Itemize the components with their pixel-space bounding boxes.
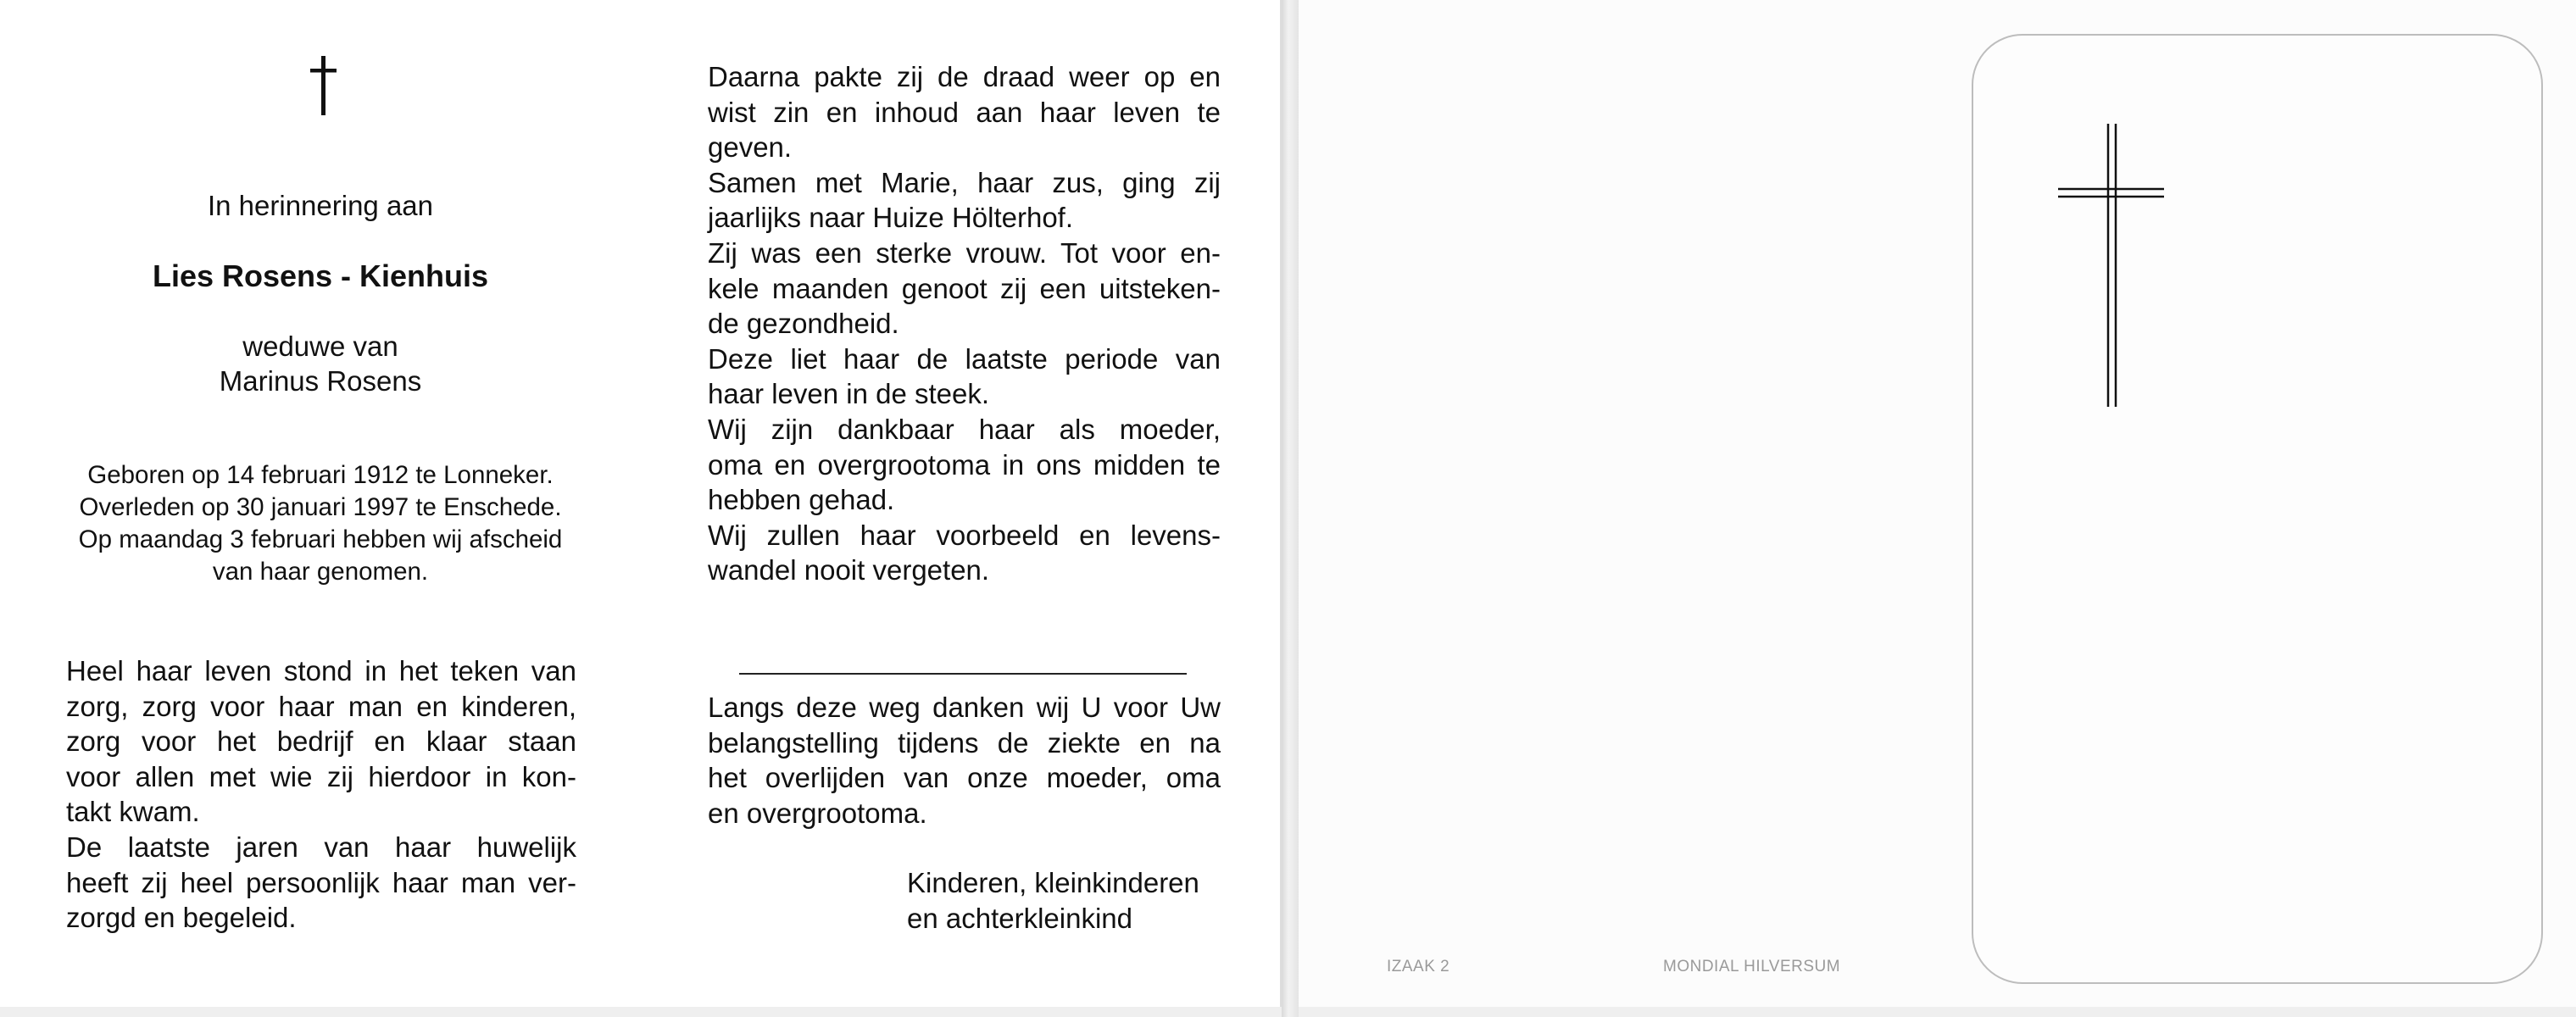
thanks-paragraph <box>708 690 1221 831</box>
text-line: Heel haar leven stond in het teken van <box>66 655 576 686</box>
date-line: Geboren op 14 februari 1912 te Lonneker. <box>87 461 554 489</box>
widow-line-2: Marinus Rosens <box>219 365 422 397</box>
signoff <box>907 865 1246 936</box>
left-paragraph <box>66 653 576 936</box>
text-line: en overgrootoma. <box>708 797 927 829</box>
date-line: van haar genomen. <box>212 558 429 586</box>
text-line: heeft zij heel persoonlijk haar man ver- <box>66 866 576 898</box>
text-line: Samen met Marie, haar zus, ging zij <box>708 166 1221 198</box>
deceased-name: Lies Rosens - Kienhuis <box>152 258 489 293</box>
text-line: hebben gehad. <box>708 484 895 516</box>
double-line-cross-icon <box>2051 124 2170 412</box>
text-line: Langs deze weg danken wij U voor Uw <box>708 692 1221 723</box>
text-line: Deze liet haar de laatste periode van <box>708 342 1221 375</box>
text-line: geven. <box>708 131 793 164</box>
date-line: Overleden op 30 januari 1997 te Enschede. <box>79 493 562 521</box>
date-line: Op maandag 3 februari hebben wij afscheid <box>78 525 563 553</box>
widow-of <box>66 329 575 398</box>
middle-paragraph <box>708 59 1221 588</box>
text-line: wist zin en inhoud aan haar leven te <box>708 96 1221 128</box>
signoff-line-2: en achterkleinkind <box>907 902 1132 934</box>
text-line: De laatste jaren van haar huwelijk <box>66 831 576 863</box>
text-line: voor allen met wie zij hierdoor in kon- <box>66 760 576 792</box>
text-line: Wij zullen haar voorbeeld en levens- <box>708 519 1221 551</box>
dates-block <box>61 459 580 588</box>
text-line: zorg voor het bedrijf en klaar staan <box>66 725 576 758</box>
text-line: jaarlijks naar Huize Hölterhof. <box>708 202 1074 234</box>
text-line: het overlijden van onze moeder, oma <box>708 762 1221 794</box>
text-line: de gezondheid. <box>708 308 899 340</box>
text-line: takt kwam. <box>66 796 200 828</box>
text-line: zorg, zorg voor haar man en kinderen, <box>66 690 576 722</box>
intro-text: In herinnering aan <box>207 190 434 221</box>
printer-name: MONDIAL HILVERSUM <box>1663 958 1841 975</box>
printer-code: IZAAK 2 <box>1387 958 1450 975</box>
text-line: wandel nooit vergeten. <box>708 554 990 586</box>
text-line: haar leven in de steek. <box>708 378 990 410</box>
fold-gap <box>1282 0 1299 1017</box>
text-line: belangstelling tijdens de ziekte en na <box>708 726 1221 759</box>
latin-cross-icon <box>307 56 341 115</box>
widow-line-1: weduwe van <box>242 331 398 362</box>
text-line: Daarna pakte zij de draad weer op en <box>708 61 1221 92</box>
text-line: Wij zijn dankbaar haar als moeder, <box>708 413 1221 445</box>
text-line: kele maanden genoot zij een uitsteken- <box>708 272 1221 304</box>
text-line: oma en overgrootoma in ons midden te <box>708 448 1221 481</box>
text-line: Zij was een sterke vrouw. Tot voor en- <box>708 236 1221 269</box>
divider-rule <box>739 673 1187 675</box>
signoff-line-1: Kinderen, kleinkinderen <box>907 867 1199 898</box>
text-line: zorgd en begeleid. <box>66 902 297 934</box>
